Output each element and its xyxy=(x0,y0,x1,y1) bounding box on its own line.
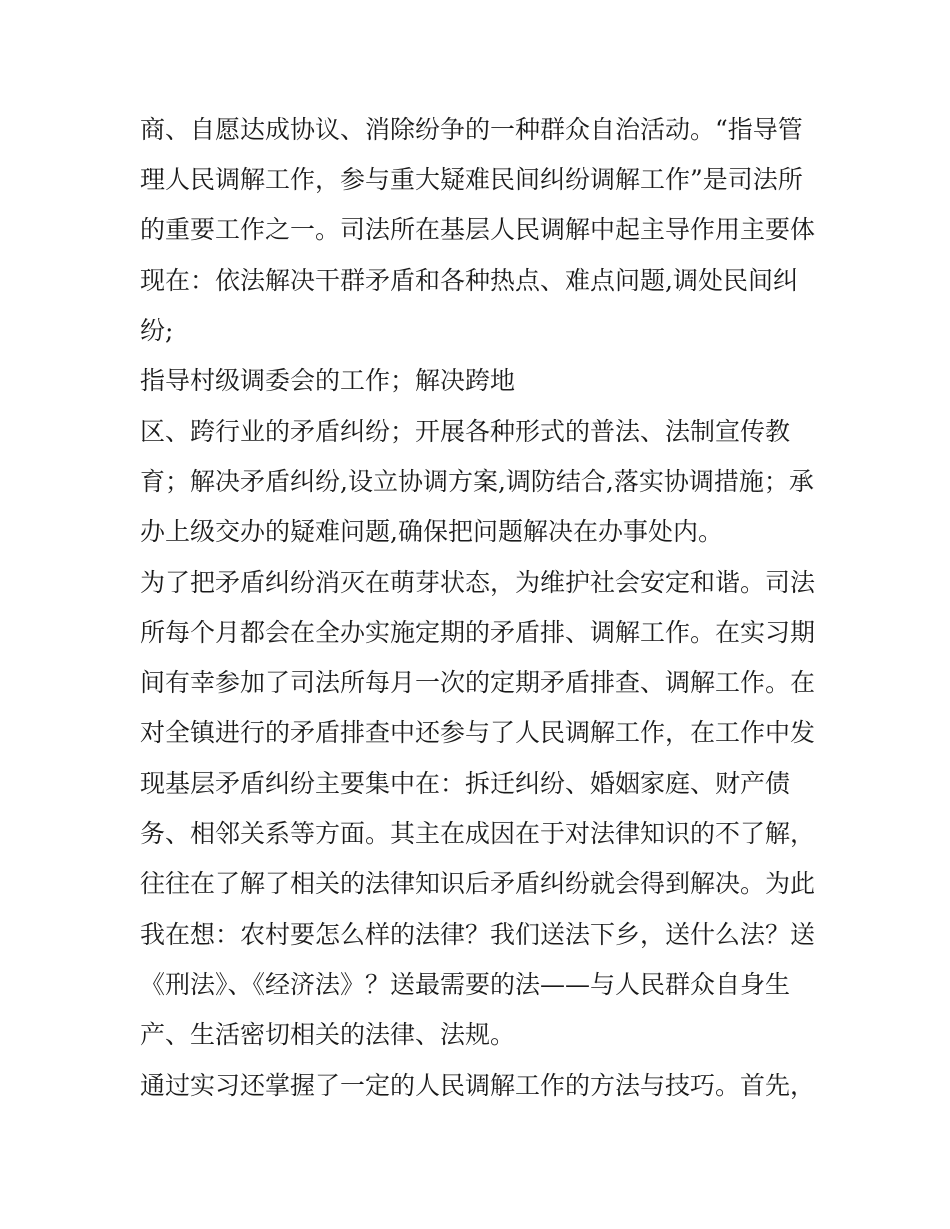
text-line: 间有幸参加了司法所每月一次的定期矛盾排查、调解工作。在 xyxy=(140,668,816,697)
text-line: 往往在了解了相关的法律知识后矛盾纠纷就会得到解决。为此 xyxy=(140,869,816,898)
text-line: 指导村级调委会的工作；解决跨地 xyxy=(140,366,516,395)
text-line: 商、自愿达成协议、消除纷争的一种群众自治活动。“指导管 xyxy=(140,115,803,144)
text-line: 《刑法》、《经济法》？送最需要的法——与人民群众自身生 xyxy=(140,970,791,999)
text-line: 办上级交办的疑难问题,确保把问题解决在办事处内。 xyxy=(140,517,723,546)
text-line: 对全镇进行的矛盾排查中还参与了人民调解工作，在工作中发 xyxy=(140,718,816,747)
text-line: 的重要工作之一。司法所在基层人民调解中起主导作用主要体 xyxy=(140,215,816,244)
text-line: 育；解决矛盾纠纷,设立协调方案,调防结合,落实协调措施；承 xyxy=(140,467,814,496)
text-line: 纷; xyxy=(140,316,174,345)
text-line: 务、相邻关系等方面。其主在成因在于对法律知识的不了解， xyxy=(140,819,816,848)
text-line: 区、跨行业的矛盾纠纷；开展各种形式的普法、法制宣传教 xyxy=(140,417,791,446)
text-line: 通过实习还掌握了一定的人民调解工作的方法与技巧。首先， xyxy=(140,1071,816,1100)
text-line: 所每个月都会在全办实施定期的矛盾排、调解工作。在实习期 xyxy=(140,618,816,647)
text-line: 我在想：农村要怎么样的法律？我们送法下乡，送什么法？送 xyxy=(140,920,816,949)
text-line: 现在：依法解决干群矛盾和各种热点、难点问题,调处民间纠 xyxy=(140,266,798,295)
text-line: 现基层矛盾纠纷主要集中在：拆迁纠纷、婚姻家庭、财产债 xyxy=(140,769,791,798)
text-line: 产、生活密切相关的法律、法规。 xyxy=(140,1020,516,1049)
text-line: 为了把矛盾纠纷消灭在萌芽状态，为维护社会安定和谐。司法 xyxy=(140,568,816,597)
text-line: 理人民调解工作，参与重大疑难民间纠纷调解工作”是司法所 xyxy=(140,165,803,194)
